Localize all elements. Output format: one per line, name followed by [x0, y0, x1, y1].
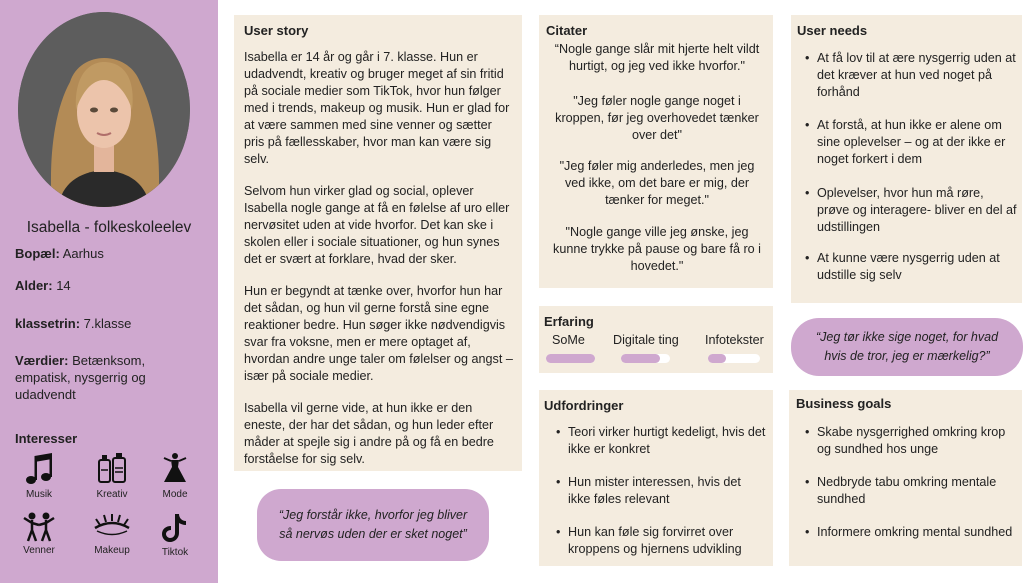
experience-label: SoMe [552, 333, 585, 347]
field-label: Alder: [15, 278, 53, 293]
goal-item: • Nedbryde tabu omkring mentale sundhed [805, 474, 1019, 508]
field-label: klassetrin: [15, 316, 81, 331]
need-item: • At forstå, at hun ikke er alene om sine oplevelser – og at der ikke er noget forkert i dem [805, 117, 1017, 168]
interest-label: Musik [25, 489, 53, 500]
experience-title: Erfaring [544, 314, 594, 329]
need-item: • Oplevelser, hvor hun må røre, prøve og interagere- bliver en del af udstillingen [805, 185, 1017, 236]
experience-card [539, 306, 773, 373]
experience-bar-infotekster [708, 354, 760, 363]
story-paragraph: Hun er begyndt at tænke over, hvorfor hun har det sådan, og hun vil gerne forstå sine egne reaktioner bedre. Hun søger ikke nødvendigvis svar fra voksne, men er mere optaget af, hvordan andre unge taler om følelser og angst – især på sociale medier. [244, 284, 513, 383]
quote-item: "Jeg føler mig anderledes, men jeg ved ikke, om det bare er mig, der tænker for meget." [559, 159, 755, 207]
quote-item: "Jeg føler nogle gange noget i kroppen, før jeg overhovedet tænker over det" [555, 94, 759, 142]
field-label: Bopæl: [15, 246, 60, 261]
experience-bar-some [546, 354, 595, 363]
needs-quote-bubble: “Jeg tør ikke sige noget, for hvad hvis de tror, jeg er mærkelig?” [791, 318, 1023, 376]
user-needs-card [791, 15, 1022, 303]
interest-kreativ [84, 452, 140, 500]
field-vaerdier [15, 352, 175, 403]
interest-makeup [84, 512, 140, 556]
paint-tubes-icon [95, 452, 129, 486]
challenge-item: • Hun mister interessen, hvis det ikke føles relevant [556, 474, 766, 508]
quote-item: "Nogle gange ville jeg ønske, jeg kunne trykke på pause og bare få ro i hovedet." [553, 225, 761, 273]
interest-label: Venner [23, 545, 55, 556]
experience-label: Infotekster [705, 333, 764, 347]
goal-item: • Informere omkring mental sundhed [805, 524, 1019, 541]
interest-mode [147, 452, 203, 500]
field-value: Betænksom, empatisk, nysgerrig og udadvendt [15, 353, 146, 402]
profile-photo [18, 12, 190, 207]
experience-bar-digitale [621, 354, 670, 363]
quote-item: “Nogle gange slår mit hjerte helt vildt hurtigt, og jeg ved ikke hvorfor." [554, 42, 760, 73]
experience-bar-fill [621, 354, 660, 363]
quotes-card [539, 15, 773, 288]
business-goals-card [789, 390, 1022, 566]
field-klassetrin [15, 315, 210, 332]
field-value: 14 [56, 278, 71, 293]
eyelash-icon [92, 512, 132, 542]
field-value: Aarhus [62, 246, 104, 261]
goal-item: • Skabe nysgerrighed omkring krop og sundhed hos unge [805, 424, 1019, 458]
interest-label: Tiktok [161, 547, 189, 558]
challenge-item: • Hun kan føle sig forvirret over kroppens og hjernens udvikling [556, 524, 766, 558]
user-needs-title: User needs [797, 23, 868, 38]
persona-name: Isabella - folkeskoleelev [26, 219, 192, 236]
need-item: • At kunne være nysgerrig uden at udstille sig selv [805, 250, 1017, 284]
interest-tiktok [147, 512, 203, 558]
challenge-item: • Teori virker hurtigt kedeligt, hvis det ikke er konkret [556, 424, 766, 458]
field-label: Værdier: [15, 353, 69, 368]
dress-icon [160, 452, 190, 486]
interest-label: Mode [162, 489, 188, 500]
interest-label: Kreativ [96, 489, 128, 500]
interest-venner [11, 512, 67, 556]
challenges-title: Udfordringer [544, 398, 624, 413]
interests-title: Interesser [15, 431, 78, 446]
challenges-card [539, 390, 773, 566]
user-story-title: User story [244, 23, 309, 38]
story-paragraph: Isabella er 14 år og går i 7. klasse. Hun er udadvendt, kreativ og bruger meget af sin fritid på sociale medier som TikTok, hvor hun følger med i trends, makeup og musik. Hun er glad for at være sammen med sine venner og sætter pris på fællesskaber, hvor man kan være sig selv. [244, 50, 510, 166]
need-item: • At få lov til at ære nysgerrig uden at det kræver at hun ved noget på forhånd [805, 50, 1017, 101]
interest-musik [11, 452, 67, 500]
quotes-title: Citater [546, 23, 588, 38]
field-alder [15, 277, 210, 294]
portrait-image [18, 12, 190, 207]
experience-label: Digitale ting [613, 333, 679, 347]
interest-label: Makeup [94, 545, 130, 556]
experience-bar-fill [708, 354, 726, 363]
experience-bar-fill [546, 354, 595, 363]
story-quote-bubble: “Jeg forstår ikke, hvorfor jeg bliver så nervøs uden der er sket noget” [257, 489, 489, 561]
story-paragraph: Isabella vil gerne vide, at hun ikke er den eneste, der har det sådan, og hun leder efter måder at spejle sig i andre på og få en bedre forståelse for sig selv. [244, 401, 494, 466]
business-goals-title: Business goals [796, 396, 892, 411]
field-value: 7.klasse [83, 316, 132, 331]
profile-panel [0, 0, 218, 583]
friends-icon [22, 512, 56, 542]
user-story-card [234, 15, 522, 471]
tiktok-icon [160, 512, 190, 544]
field-bopael [15, 245, 210, 262]
music-note-icon [25, 452, 53, 486]
story-paragraph: Selvom hun virker glad og social, oplever Isabella nogle gange at få en følelse af uro eller nervøsitet uden at vide hvorfor. Det kan ske i skolen eller i sociale situationer, og hun synes det er svært at forklare, hvad der sker. [244, 184, 510, 266]
